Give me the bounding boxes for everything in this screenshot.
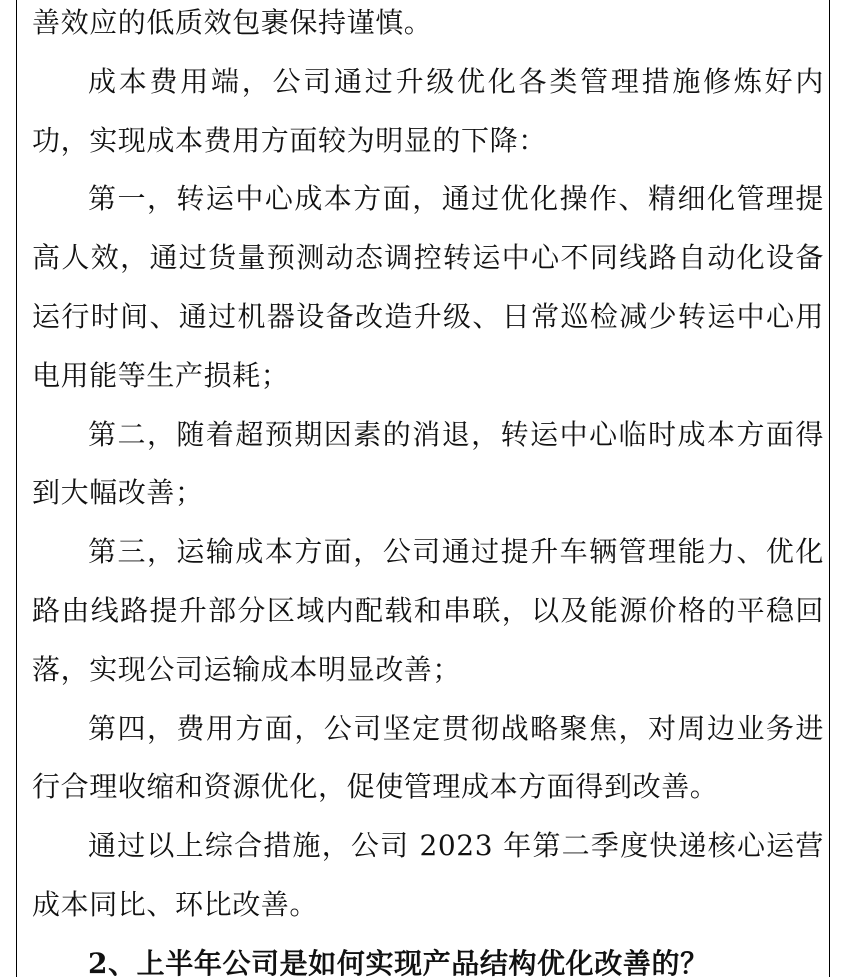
paragraph-first-transit-center: 第一，转运中心成本方面，通过优化操作、精细化管理提高人效，通过货量预测动态调控转运中心不同线路自动化设备运行时间、通过机器设备改造升级、日常巡检减少转运中心用电用能等生产损耗； [32,182,824,392]
paragraph-summary: 通过以上综合措施，公司 2023 年第二季度快递核心运营成本同比、环比改善。 [32,829,824,921]
section-heading: 2、上半年公司是如何实现产品结构优化改善的？ [88,946,709,977]
paragraph-cost-intro: 成本费用端，公司通过升级优化各类管理措施修炼好内功，实现成本费用方面较为明显的下降： [32,64,824,157]
paragraph-second-temporary-cost: 第二，随着超预期因素的消退，转运中心临时成本方面得到大幅改善； [32,417,824,510]
paragraph-continuation: 善效应的低质效包裹保持谨慎。 [32,6,433,39]
document-body [32,0,824,977]
paragraph-third-transport-cost: 第三，运输成本方面，公司通过提升车辆管理能力、优化路由线路提升部分区域内配载和串联，以及能源价格的平稳回落，实现公司运输成本明显改善； [32,535,824,686]
paragraph-fourth-expenses: 第四，费用方面，公司坚定贯彻战略聚焦，对周边业务进行合理收缩和资源优化，促使管理成本方面得到改善。 [32,711,824,804]
